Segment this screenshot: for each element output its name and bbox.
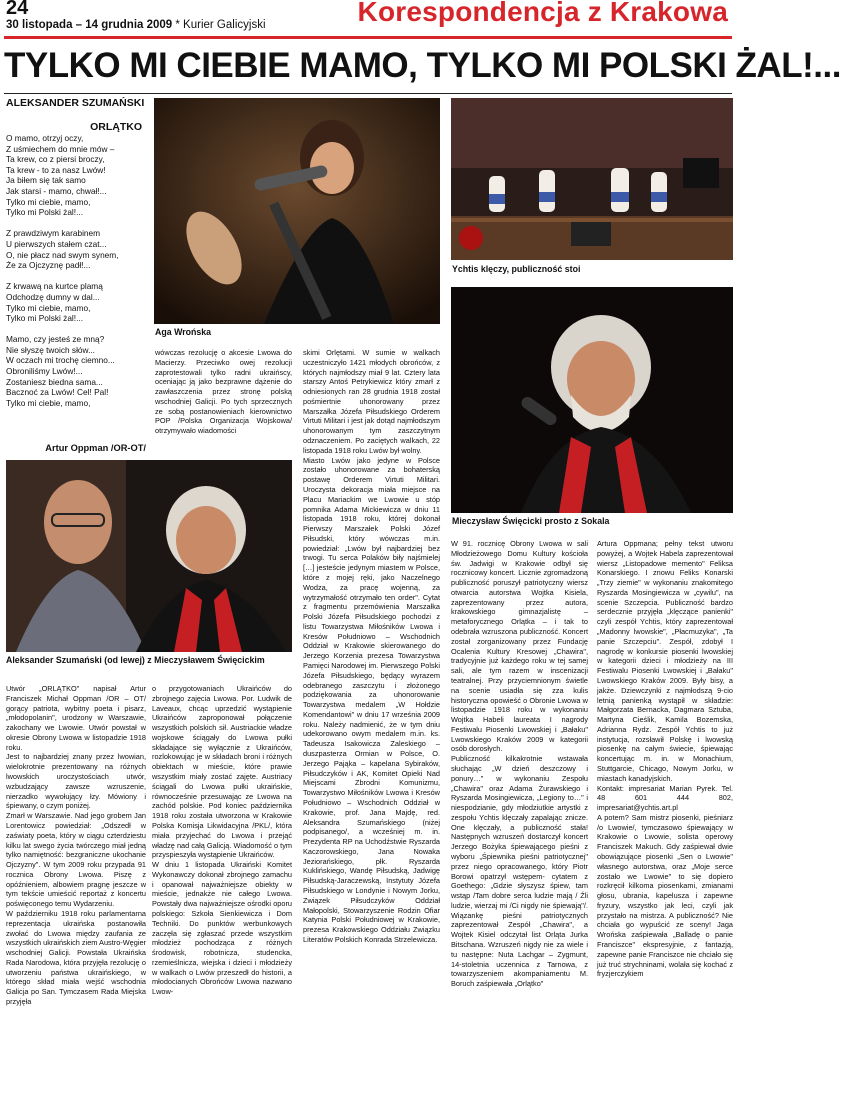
caption-portraits: Aleksander Szumański (od lewej) z Mieczysławem Święcickim: [6, 655, 265, 665]
headline: TYLKO MI CIEBIE MAMO, TYLKO MI POLSKI ŻAL!...: [4, 46, 841, 85]
byline: ALEKSANDER SZUMAŃSKI: [6, 97, 145, 109]
caption-singer: Aga Wrońska: [155, 327, 212, 337]
headline-rule: [4, 93, 732, 94]
header-rule: [4, 36, 732, 39]
page-number: 24: [6, 0, 29, 19]
poem-title: ORLĄTKO: [90, 121, 142, 133]
text-column-3: skimi Orlętami. W sumie w walkach uczestniczyło 1421 młodych obrońców, z których najmłodszy miał 9 lat. Cztery lata starszy Antoś Petrykiewicz który zmarł z odniesionych ran 28 grudnia 1918 został pośmiertnie uhonorowany przez Marszałka Józefa Piłsudskiego Orderem Virtuti Militari i jest jak dotąd najmłodszym uhonorowanym tym zaszczytnym odznaczeniem. Po zaciętych walkach, 22 listopada 1918 roku Lwów był wolny. Miasto Lwów jako jedyne w Polsce zostało uhonorowane za bohaterską postawę Orderem Virtuti Militari. Uroczysta dekoracja miała miejsce na Placu Mariackim we Lwowie u stóp pomnika Adama Mickiewicza w dniu 11 listopada 1918 roku, której dokonał Pierwszy Marszałek Polski Józef Piłsudski, który wówczas m.in. powiedział: „Lwów był najbardziej bez trwogi. Tu serca Polaków biły najśmielej […] jesteście jedynym miastem w Polsce, które z mojej ręki, jako Naczelnego Wodza, za pracę wojenną, za wytrzymałość otrzymało ten order". Cytat z fragmentu przemówienia Marszałka Polski Józefa Piłsudskiego pochodzi z listu Towarzystwa Miłośników Lwowa i Kresów Południowo – Wschodnich Oddział w Krakowie skierowanego do Jerzego Korzenia prezesa Towarzystwa Pamięci Narodowej im. Pierwszego Polski Józefa Piłsudskiego, będący wyrazem odebranego zaszczytu i złożonego podziękowania za uhonorowanie Towarzystwa medalem „W Hołdzie Komendantowi" w dniu 17 września 2009 roku. Należy nadmienić, że w tym dniu udekorowano owym medalem m.in. ks. Tadeusza Isakowicza Zaleskiego – duszpasterza Ormian w Polsce, O. Jerzego Pająka – kapelana Sybiraków, Piłsudczyków i AK, Komitet Opieki Nad Miejscami Zbrodni Komunizmu, Towarzystwo Miłośników Lwowa i Kresów Południowo – Wschodnich Oddział w Krakowie, prof. Jana Majdę, red. Aleksandra Szumańskiego (niżej podpisanego/, a wcześniej m. in. Prezydenta RP na Uchodźstwie Ryszarda Kaczorowskiego, Jana Nowaka Jeziorańskiego, płk. Ryszarda Kuklińskiego, Wandę Piłsudską, Jadwigę Piłsudską-Jaraczewską, Instytuty Józefa Piłsudskiego w Londynie i Nowym Jorku, Związek Piłsudczyków Oddział Małopolski, Stowarzyszenie Rodzin Ofiar Katynia Polski Południowej w Krakowie, prezesa Krakowskiego Oddziału Związku Literatów Polskich Konrada Strzelewicza.: [303, 348, 440, 944]
caption-actor: Mieczysław Święcicki prosto z Sokala: [452, 516, 610, 526]
poem-text: O mamo, otrzyj oczy, Z uśmiechem do mnie mów – Ta krew, co z piersi broczy, Ta krew - to za nasz Lwów! Ja biłem się tak samo Jak starsi - mamo, chwał!... Tylko mi ciebie, mamo, Tylko mi Polski żal!... Z prawdziwym karabinem U pierwszych stałem czat... O, nie płacz nad swym synem, Że za Ojczyznę padł!... Z krwawą na kurtce plamą Odchodzę dumny w dal... Tylko mi ciebie, mamo, Tylko mi Polski żal!... Mamo, czy jesteś ze mną? Nie słyszę twoich słów... W oczach mi trochę ciemno... Obroniliśmy Lwów!... Zostaniesz biedna sama... Bacznoć za Lwów! Cel! Pal! Tylko mi ciebie, mamo,: [6, 133, 119, 408]
poem-author: Artur Oppman /OR-OT/: [45, 443, 146, 453]
caption-choir: Ychtis klęczy, publiczność stoi: [452, 264, 581, 274]
section-title: Korespondencja z Krakowa: [357, 0, 728, 27]
issue-date: 30 listopada – 14 grudnia 2009: [6, 19, 173, 31]
text-column-1: Utwór „ORLĄTKO" napisał Artur Franciszek Michał Oppman /OR – OT/ gorący patriota, wybitny poeta i pisarz, „młodopolanin", urodzony w Warszawie, zakochany we Lwowie. Utwór powstał w okresie Obrony Lwowa w listopadzie 1918 roku. Jest to najbardziej znany przez lwowian, wielokrotnie prezentowany na różnych lwowskich uroczystościach utwór, wzbudzający zawsze wzruszenie, nierzadko wywołujący łzy. Mówiony i śpiewany, o czym poniżej. Zmarł w Warszawie. Nad jego grobem Jan Lorentowicz powiedział: „Odszedł w zaświaty poeta, który w ciągu czterdziestu kilku lat swego życia twórczego miał jedną tylko namiętność: bezgraniczne ukochanie Ojczyzny". W tym 2009 roku przypada 91 rocznica Obrony Lwowa. Piszę z opóźnieniem, albowiem pragnę jeszcze w tym tekście umieścić reportaż z koncertu poświęconego temu Wydarzeniu. W październiku 1918 roku parlamentarna reprezentacja ukraińska postanowiła zwołać do Lwowa między zaufania ze wszystkich ukraińskich ziem Austro-Węgier wschodniej Galicji. Powstała Ukraińska Rada Narodowa, która przyjęła rezolucję o utworzeniu państwa ukraińskiego, w którego skład miała wejść wschodnia Galicja po San. Tymczasem Rada Miejska przyjęła: [6, 684, 146, 1006]
photo-singer: [154, 98, 440, 324]
publication-name: * Kurier Galicyjski: [175, 19, 266, 31]
dateline: [6, 19, 266, 31]
text-column-4: W 91. rocznicę Obrony Lwowa w sali Młodzieżowego Domu Kultury kościoła św. Jadwigi w Krakowie odbył się rocznicowy koncert. Licznie zgromadzoną publiczność poruszył patriotyczny wiersz otwarcia autorstwa Wojtka Kisiela, zaprezentowany przez autora, krakowskiego gimnazjalistę – metaforycznego Orlątka – i tak to odebrała wzruszona publiczność. Koncert został zorganizowany przez Fundację Ocalenia Kultury Kresowej „Chawira", tradycyjnie już każdego roku w tej samej sali, ale tym razem w inscenizacji teatralnej. Przy przyciemnionym świetle na scenie usiadła się zza kulis historyczna opowieść o Obronie Lwowa w listopadzie 1918 roku w wykonaniu Wojtka Habeli laureata I nagrody Festiwalu Piosenki Lwowskiej i „Bałaku" Lwowskiego Kraków 2009 w kategorii osób dorosłych. Publiczność kilkakrotnie wstawała słuchając „W dzień deszczowy i ponury…" w wykonaniu Zespołu „Chawira" oraz Adama Żurawskiego i Ryszarda Mosingiewicza, „Legiony to…" i niespodzianie, gdy młodziutkie artystki z zespołu Ychtis klęczały zapalając znicze. One klęczały, a publiczność stała! Następnych wzruszeń dostarczył koncert Jerzego Bożyka śpiewającego pieśni z wyboru „Śpiewnika pieśni patriotycznej" przez niego opracowanego, który Piotr Borowi opatrzył wstępem- cytatem z Goethego: „Gdzie słyszysz śpiew, tam wstąp /Tam dobre serca ludzie mają / Źli ludzie, wierzaj mi /Ci nigdy nie śpiewają"/. Wiązankę pieśni patriotycznych zaprezentował Zespół „Chawira", a Wojtek Kisiel odczytał list Orląta Jurka Bitschana. Wzruszeń nigdy nie za wiele i tu następne: Nuta Lachgar – Zygmunt, 14-stoletnia uczennica z Tarnowa, z towarzyszeniem akompaniamentu M. Boruch zaśpiewała „Orlątko": [451, 539, 588, 989]
photo-actor: [451, 287, 733, 513]
text-column-2a: wówczas rezolucję o akcesie Lwowa do Macierzy. Przeciwko owej rezolucji zaprotestowali tylko radni ukraińscy, oceniając ją jako bezprawne dążenie do zawłaszczenia przez stronę polską wschodniej Galicji. Po tych sprzecznych ze sobą postanowieniach kierownictwo POP /Polska Organizacja Wojskowa/ otrzymywało wiadomości: [155, 348, 292, 436]
text-column-2b: o przygotowaniach Ukraińców do zbrojnego zajęcia Lwowa. Por. Ludwik de Laveaux, chcąc uprzedzić wystąpienie Ukraińców zaproponował połączenie wszystkich polskich sił. Austriackie władze wojskowe ściągały do Lwowa pułki składające się wyłącznie z Ukraińców, rozlokowując je w składach broni i różnych obiektach w mieście, które prawie wszystkim miały zostać zajęte. Austriacy ściągali do Lwowa pułki ukraińskie, równocześnie przesuwając ze Lwowa na zachód polskie. Pod koniec października 1918 roku została utworzona w Krakowie Polska Komisja Likwidacyjna /PKL/, która miała przyjechać do Lwowa i przejąć władzę nad całą Galicją. Wiadomość o tym przyspieszyła wystąpienie Ukraińców. W dniu 1 listopada Ukraiński Komitet Wykonawczy dokonał zbrojnego zamachu i opanował najważniejsze obiekty w mieście, jednakże nie całego Lwowa. Powstały dwa najważniejsze ośrodki oporu polskiego: Szkoła Sienkiewicza i Dom Techniki. Do punktów werbunkowych zaczęła się zgłaszać przede wszystkim młodzież pochodząca z różnych środowisk, robotnicza, studencka, rzemieślnicza, wiejska i dzieci i młodzieży w walkach o Lwów przeszedł do historii, a młodocianych Obrońców Lwowa nazwano Lwow-: [152, 684, 292, 997]
photo-choir: [451, 98, 733, 260]
text-column-5: Artura Oppmana; pełny tekst utworu powyżej, a Wojtek Habela zaprezentował wiersz „Listopadowe memento" Feliksa Konarskiego. I znowu Feliks Konarski „Trzy ziemie" w wykonaniu znakomitego Ryszarda Mosingiewicza w „cywilu", na scenie Szczepcia. Publiczność bardzo serdecznie przyjęła „klęczące panienki" czyli zespół Ychtis, który zaprezentował „Madonny lwowskie", „Płacmuzyka", „Ta panie Szczepciu". Zespół, zdobył I nagrodę w konkursie piosenki lwowskiej w kategorii dzieci i młodzieży na III Festiwalu Piosenki Lwowskiej i „Bałaku" Lwowskiego Kraków 2009. Były bisy, a jakże. Dziewczynki z najmłodszą 9-cio letnią panienką wystąpił w składzie: Małgorzata Bernacka, Dagmara Sztuba, Martyna Cieślik, Kamila Bozemska, Adrianna Rydz. Zespół Ychtis to już instytucja, rozsławił Polskę i lwowską piosenkę na całym świecie, śpiewając koncertując m. in. w Monachium, Stuttgarcie, Chicago, Nowym Jorku, w miastach kanadyjskich. Kontakt: impresariat Marian Pyrek. Tel. 48 601 444 802, impresariat@ychtis.art.pl A potem? Sam mistrz piosenki, pieśniarz /o Lwowie/, tymczasowo śpiewający w Krakowie o Lwowie, solista operowy Franciszek Makuch. Gdy zaśpiewał dwie obowiązujące piosenki „Sen o Lwowie" własnego autorstwa, oraz „Moje serce zostało we Lwowie" to się dopiero rozkręcił kilkoma piosenkami, zmianami głosu, ubrania, kapelusza i zapewne fryzury, wszystko jak leci, czyli jak przystało na mistrza. A publiczność? Nie chciała go wypuścić ze sceny! Jaga Wrońska zaśpiewała „Balladę o panie Franciszce" ekspresyjnie, z fantazją, zapewne panie Franciszce nie chciało się już truć strychninami, wolała się kochać z fryzjerczykiem: [597, 539, 733, 979]
photo-portraits: [6, 460, 292, 652]
